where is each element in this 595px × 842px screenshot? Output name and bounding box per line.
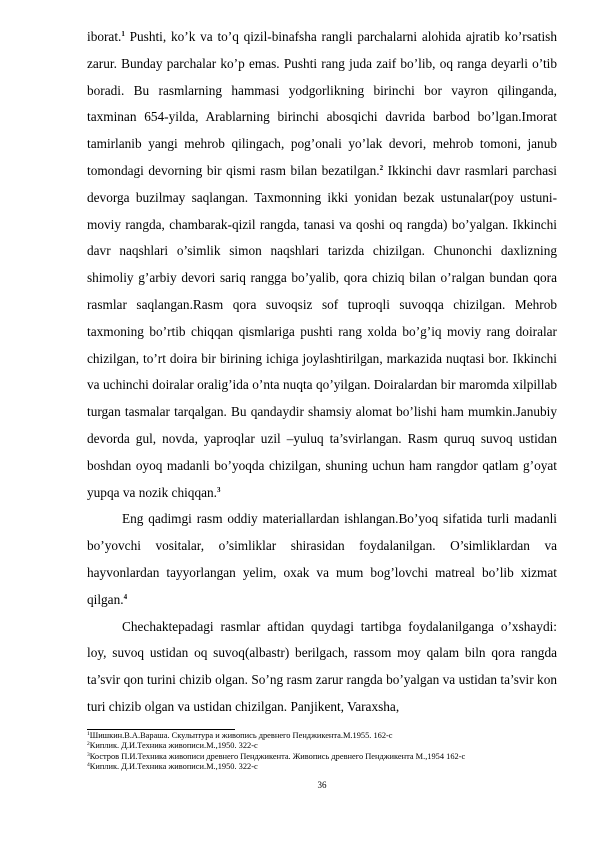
- footnote-3: [87, 752, 557, 762]
- paragraph-1-text-c: Ikkinchi davr rasmlari parchasi devorga buzilmay saqlangan. Taxmonning ikki yonidan bezak ustunalar(poy ustuni-moviy rangda, chambarak-qizil rangda, tanasi va qoshi oq rangda) bo’yalgan. Ikkinchi davr naqshlari o’simlik simon naqshlari tarizda chizilgan. Chunonchi daxlizning shimoliy g’arbiy devori sariq rangga bo’yalib, qora chiziq bilan o’ralgan bundan qora rasmlar saqlangan.Rasm qora suvoqsiz sof tuproqli suvoqqa chizilgan. Mehrob taxmoning bo’rtib chiqqan qismlariga pushti rang xolda bo’g’iq moviy rang doiralar chizilgan, to’rt doira bir birining ichiga joylashtirilgan, markazida nuqtasi bor. Ikkinchi va uchinchi doiralar oralig’ida o’nta nuqta qo’yilgan. Doiralardan bir maromda xilpillab turgan tasmalar tarqalgan. Bu qandaydir shamsiy alomat bo’lishi ham mumkin.Janubiy devorda gul, novda, yaproqlar uzil –yuluq ta’svirlangan. Rasm quruq suvoq ustidan boshdan oyoq madanli bo’yoqda chizilgan, shuning uchun ham rangdor qatlam g’oyat yupqa va nozik chiqqan.: [87, 162, 557, 500]
- footnote-separator: [87, 729, 235, 730]
- footnote-1-text: Шишкин.В.А.Вараша. Скульптура и живопись древнего Пенджикента.М.1955. 162-с: [89, 731, 393, 740]
- footnote-ref-4: 4: [123, 592, 128, 601]
- paragraph-2-text: Eng qadimgi rasm oddiy materiallardan ishlangan.Bo’yoq sifatida turli madanli bo’yovchi vositalar, o’simliklar shirasidan foydalanilgan. O’simliklardan va hayvonlardan tayyorlangan yelim, oxak va mum bog’lovchi matreal bo’lib xizmat qilgan.: [87, 511, 557, 607]
- footnote-4-number: 4: [87, 761, 90, 768]
- paragraph-3-text: Chechaktepadagi rasmlar aftidan quydagi tartibga foydalanilganga o’xshaydi: loy, suvoq ustidan oq suvoq(albastr) berilgach, rassom moy qalam biln qora rangda ta’svir qon turini chizib olgan. So’ng rasm zarur rangda bo’yalgan va ustidan ta’svir kon turi chizib olgan va ustidan chizilgan. Panjikent, Varaxsha,: [87, 618, 557, 714]
- footnote-ref-3: 3: [216, 485, 221, 494]
- footnote-ref-1: 1: [121, 30, 125, 38]
- footnote-2-number: 2: [87, 741, 90, 748]
- paragraph-2: [87, 506, 557, 613]
- paragraph-1-text-a: iborat.: [87, 29, 122, 44]
- page-number: 36: [317, 780, 327, 790]
- footnote-1-number: 1: [87, 731, 90, 737]
- footnote-4: [87, 762, 557, 772]
- document-page: [87, 0, 557, 842]
- footnote-2: [87, 741, 557, 751]
- body-text: [87, 24, 557, 721]
- footnote-3-text: Костров П.И.Техника живописи древнего Пенджикента. Живопись древнего Пенджикента М.,1954 162-с: [89, 751, 466, 761]
- footnotes: [87, 731, 557, 772]
- paragraph-1: [87, 24, 557, 506]
- footnote-ref-2: 2: [379, 163, 384, 172]
- footnote-2-text: Киплик. Д.И.Техника живописи.М.,1950. 322-с: [89, 741, 258, 751]
- paragraph-3: [87, 614, 557, 721]
- footnote-1: [87, 731, 557, 741]
- footnote-3-number: 3: [87, 751, 90, 758]
- footnote-4-text: Киплик. Д.И.Техника живописи.М.,1950. 322-с: [89, 761, 258, 771]
- paragraph-1-text-b: Pushti, ko’k va to’q qizil-binafsha rangli parchalarni alohida ajratib ko’rsatish zarur. Bunday parchalar ko’p emas. Pushti rang juda zaif bo’lib, oq ranga deyarli o’tib boradi. Bu rasmlarning hammasi yodgorlikning birinchi bor vayron qilinganda, taxminan 654-yilda, Arablarning birinchi abosqichi davrida barbod bo’lgan.Imorat tamirlanib yangi mehrob qilingach, pog’onali yo’lak devori, mehrob tomoni, janub tomondagi devorning bir qismi rasm bilan bezatilgan.: [87, 29, 557, 178]
